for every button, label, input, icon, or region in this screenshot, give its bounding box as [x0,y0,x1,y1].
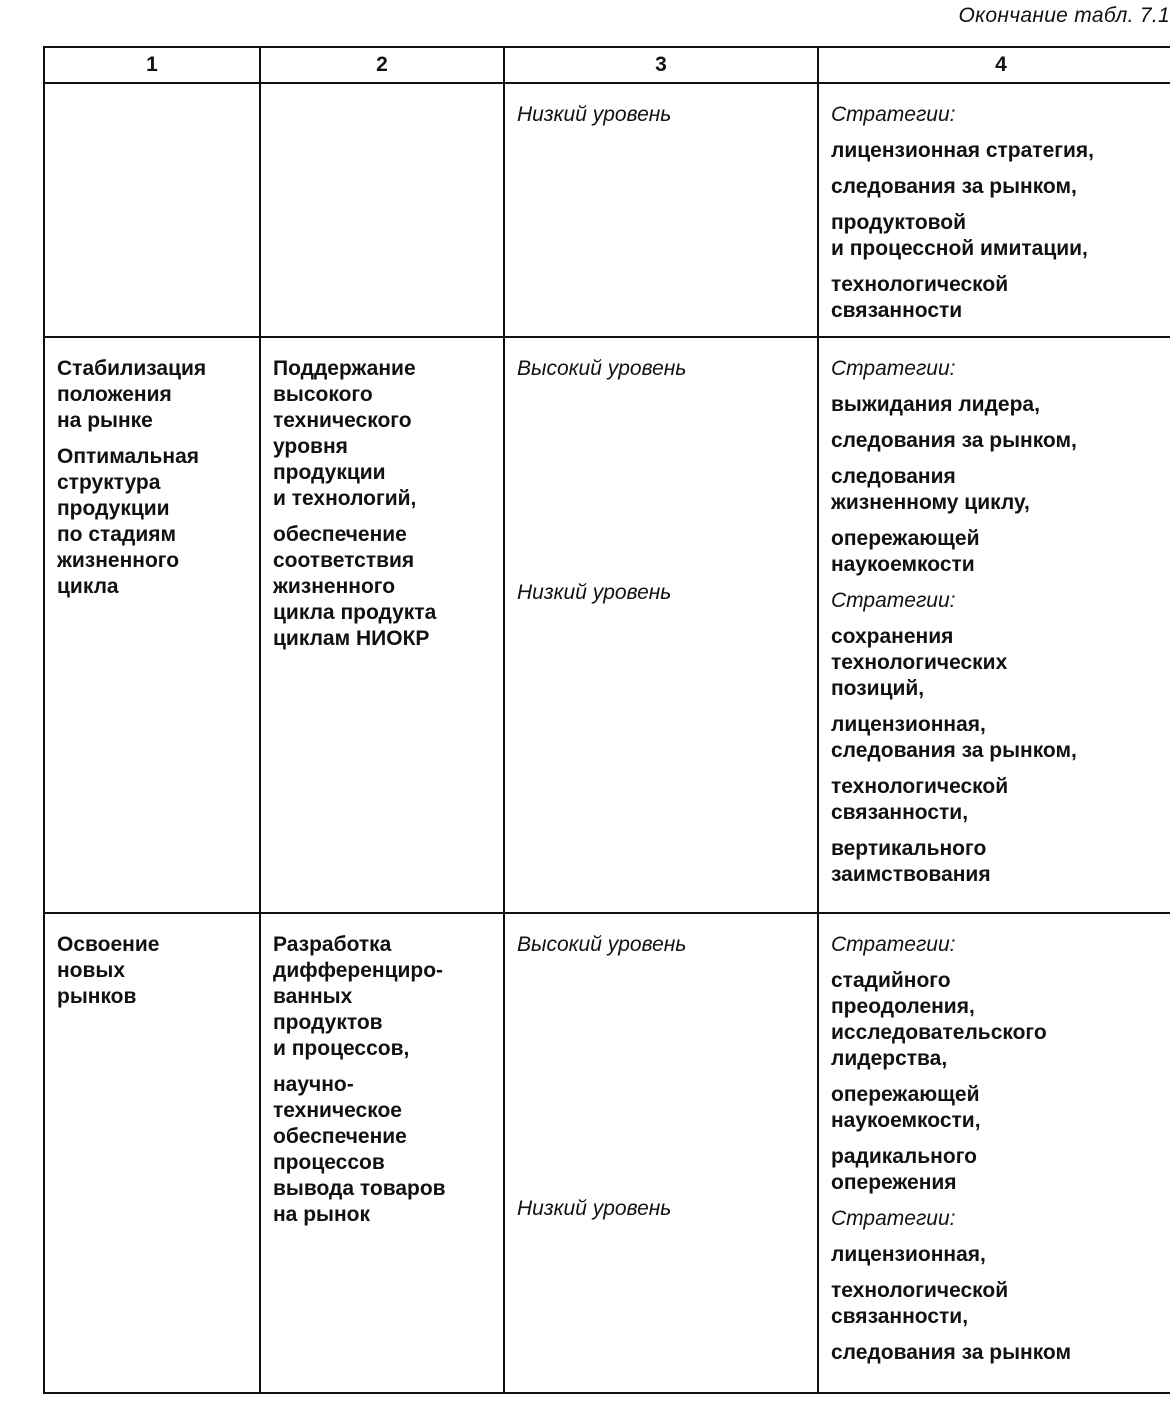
table-row [44,83,1170,337]
level-low: Низкий уровень [517,581,672,604]
table-row [44,913,1170,1393]
strategies-label: Стратегии: [831,589,956,612]
stage-text: Стабилизация положения на рынке [57,357,207,432]
header-col-2: 2 [260,47,504,83]
cell-level [504,913,818,1393]
header-col-4: 4 [818,47,1170,83]
goal-text: Поддержание высокого технического уровня продукции и технологий, [273,357,417,510]
cell-strategies [818,83,1170,337]
table-caption: Окончание табл. 7.1 [958,4,1170,27]
strategy-item: следования жизненному циклу, [831,465,1030,514]
strategy-item: лицензионная, [831,1243,986,1266]
header-col-3: 3 [504,47,818,83]
strategy-item: лицензионная стратегия, [831,139,1095,162]
strategy-item: технологической связанности, [831,1279,1009,1328]
cell-level [504,83,818,337]
goal-text: Разработка дифференциро- ванных продуктов и процессов, [273,933,444,1060]
level-low: Низкий уровень [517,1197,672,1220]
level-high: Высокий уровень [517,357,687,380]
table-row [44,337,1170,913]
cell-goal [260,913,504,1393]
cell-stage [44,83,260,337]
strategy-item: продуктовой и процессной имитации, [831,211,1088,260]
strategy-item: следования за рынком, [831,429,1077,452]
strategy-item: следования за рынком [831,1341,1072,1364]
strategy-table [43,46,1170,1394]
strategies-label: Стратегии: [831,103,956,126]
header-col-1: 1 [44,47,260,83]
cell-stage [44,913,260,1393]
strategy-item: выжидания лидера, [831,393,1040,416]
strategies-label: Стратегии: [831,1207,956,1230]
stage-text: Оптимальная структура продукции по стадиям жизненного цикла [57,445,200,598]
strategy-item: технологической связанности, [831,775,1009,824]
level-low: Низкий уровень [517,103,672,126]
cell-strategies [818,337,1170,913]
strategies-label: Стратегии: [831,357,956,380]
level-high: Высокий уровень [517,933,687,956]
strategy-item: вертикального заимствования [831,837,991,886]
strategy-item: технологической связанности [831,273,1009,322]
strategy-item: стадийного преодоления, исследовательского лидерства, [831,969,1047,1070]
strategy-item: опережающей наукоемкости [831,527,980,576]
header-row [44,47,1170,83]
strategies-label: Стратегии: [831,933,956,956]
goal-text: обеспечение соответствия жизненного цикла продукта циклам НИОКР [273,523,437,650]
goal-text: научно- техническое обеспечение процессов вывода товаров на рынок [273,1073,446,1226]
cell-goal [260,337,504,913]
stage-text: Освоение новых рынков [57,933,160,1008]
strategy-item: следования за рынком, [831,175,1077,198]
strategy-item: сохранения технологических позиций, [831,625,1008,700]
cell-level [504,337,818,913]
strategy-item: лицензионная, следования за рынком, [831,713,1077,762]
cell-goal [260,83,504,337]
strategy-item: радикального опережения [831,1145,977,1194]
cell-strategies [818,913,1170,1393]
strategy-item: опережающей наукоемкости, [831,1083,981,1132]
cell-stage [44,337,260,913]
